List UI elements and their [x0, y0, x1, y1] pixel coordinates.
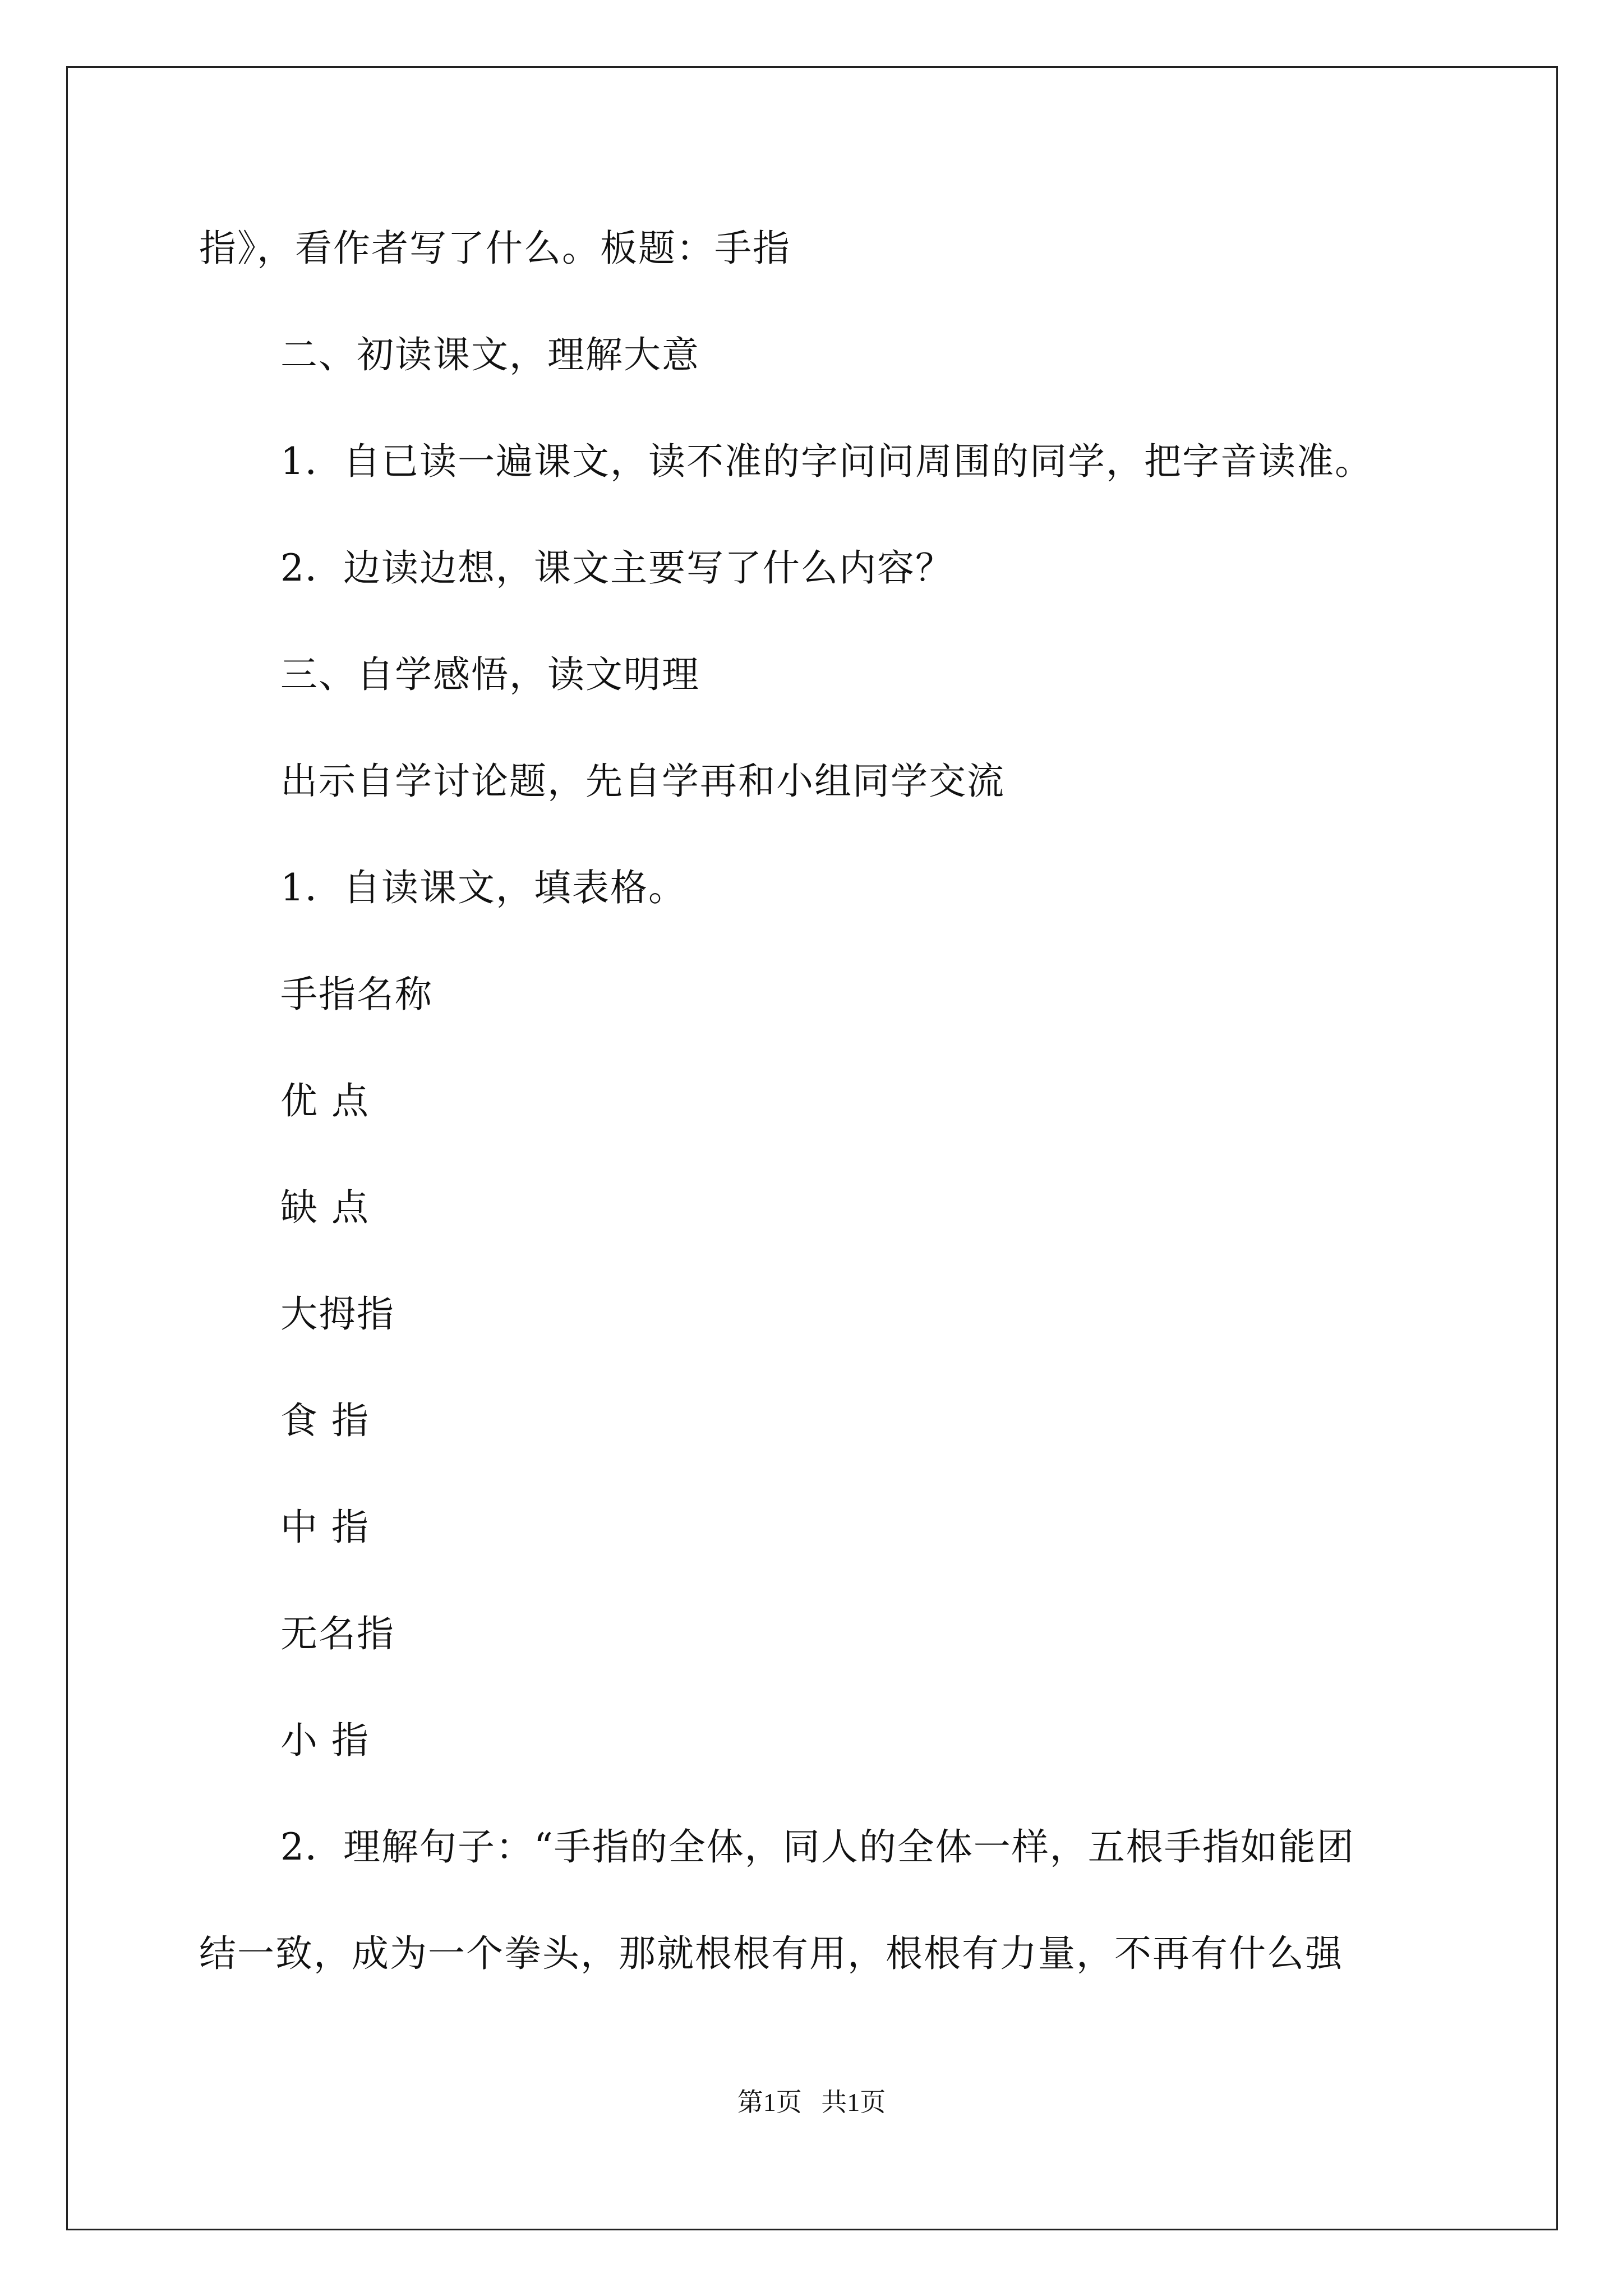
text-line-17: 结一致，成为一个拳头，那就根根有用，根根有力量，不再有什么强 — [199, 1932, 1343, 1975]
section-heading-2: 二、初读课文，理解大意 — [280, 333, 700, 376]
text-line-1: 指》，看作者写了什么。板题：手指 — [199, 227, 791, 270]
text-line-4: 2．边读边想，课文主要写了什么内容？ — [280, 546, 953, 590]
text-line-6: 出示自学讨论题，先自学再和小组同学交流 — [280, 760, 1005, 803]
table-header-advantages: 优 点 — [280, 1079, 370, 1122]
page-number-footer: 第1页 共1页 — [737, 2088, 886, 2116]
page-border — [66, 66, 1558, 2230]
text-line-16: 2．理解句子：“手指的全体，同人的全体一样，五根手指如能团 — [280, 1825, 1355, 1869]
text-line-7: 1．自读课文，填表格。 — [280, 866, 686, 909]
table-row-middle-finger: 中 指 — [280, 1506, 370, 1549]
table-row-little-finger: 小 指 — [280, 1719, 370, 1762]
section-heading-5: 三、自学感悟，读文明理 — [280, 653, 700, 696]
table-row-ring-finger: 无名指 — [280, 1612, 395, 1655]
table-row-index-finger: 食 指 — [280, 1399, 370, 1442]
table-header-finger-name: 手指名称 — [280, 973, 433, 1016]
table-header-disadvantages: 缺 点 — [280, 1186, 370, 1229]
text-line-3: 1．自已读一遍课文，读不准的字问问周围的同学，把字音读准。 — [280, 440, 1373, 483]
table-row-thumb: 大拇指 — [280, 1292, 395, 1336]
